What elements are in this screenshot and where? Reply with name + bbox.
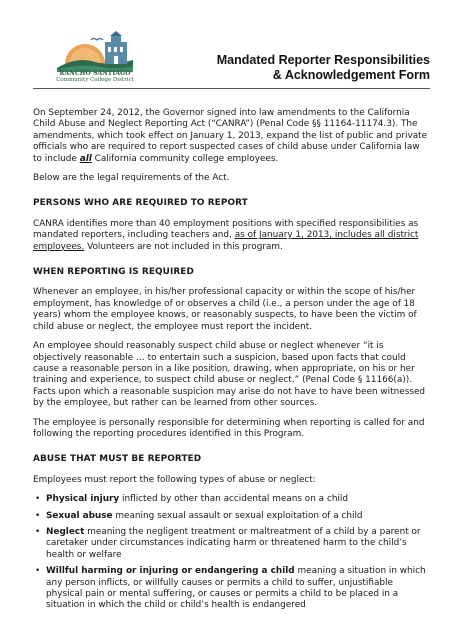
intro-note: Below are the legal requirements of the Act. [33, 173, 230, 184]
abuse-description: meaning a situation in which any person inflicts, or willfully causes or permits a child to suffer, unjustifiable physical pain or mental suffering, or causes or permits a child to be placed in a situation in which the child or child’s health is endangered [46, 566, 426, 611]
list-item [33, 566, 430, 612]
section-heading-when: WHEN REPORTING IS REQUIRED [33, 267, 194, 278]
persons-paragraph [33, 219, 430, 253]
when-paragraph-1: Whenever an employee, in his/her professional capacity or within the scope of his/her employment, has knowledge of or observes a child (i.e., a person under the age of 18 years) whom the employee knows, or reasonably suspects, to have been the victim of child abuse or neglect, the employee must report the incident. [33, 287, 417, 332]
when-paragraph-2: An employee should reasonably suspect child abuse or neglect whenever “it is objectively reasonable … to entertain such a suspicion, based upon facts that could cause a reasonable person in a like position, drawing, when appropriate, on his or her training and experience, to suspect child abuse or neglect.” (Penal Code § 11166(a)). Facts upon which a reasonable suspicion may arise do not have to have been witnessed by the employee, but rather can be learned from other sources. [33, 341, 426, 409]
abuse-term: Neglect [46, 526, 85, 537]
title-line-1: Mandated Reporter Responsibilities [216, 53, 430, 67]
document-body [33, 108, 430, 617]
bullet-icon: • [35, 510, 41, 521]
list-item [33, 527, 430, 561]
persons-text-end: Volunteers are not included in this program. [84, 241, 283, 252]
abuse-term: Sexual abuse [46, 510, 113, 521]
section-heading-abuse: ABUSE THAT MUST BE REPORTED [33, 454, 202, 465]
intro-text: On September 24, 2012, the Governor signed into law amendments to the California Child Abuse and Neglect Reporting Act (“CANRA”) (Penal Code §§ 11164-11174.3). The amendments, which took effect on January 1, 2013, expand the list of public and private officials who are required to report suspected cases of child abuse under California law to include [33, 108, 428, 164]
list-item [33, 511, 430, 522]
section-heading-persons: PERSONS WHO ARE REQUIRED TO REPORT [33, 198, 248, 209]
intro-emphasis: all [79, 153, 92, 164]
abuse-intro: Employees must report the following types of abuse or neglect: [33, 474, 316, 485]
abuse-term: Willful harming or injuring or endangering a child [46, 566, 295, 577]
abuse-description: inflicted by other than accidental means on a child [119, 494, 349, 505]
intro-text-end: California community college employees. [91, 153, 279, 164]
title-line-2: & Acknowledgement Form [272, 68, 430, 82]
list-item [33, 494, 430, 505]
bullet-icon: • [35, 494, 41, 505]
bullet-icon: • [35, 566, 41, 577]
intro-paragraph [33, 108, 430, 165]
header-divider [33, 88, 430, 89]
abuse-description: meaning sexual assault or sexual exploitation of a child [112, 510, 363, 521]
abuse-description: meaning the negligent treatment or maltreatment of a child by a parent or caretaker under circumstances indicating harm or threatened harm to the child’s health or welfare [46, 526, 421, 560]
logo-emblem-icon [55, 30, 135, 72]
bullet-icon: • [35, 526, 41, 537]
when-paragraph-3: The employee is personally responsible for determining when reporting is called for and following the reporting procedures identified in this Program. [33, 417, 425, 439]
logo-name: RANCHO SANTIAGO [59, 70, 131, 77]
abuse-term: Physical injury [46, 494, 120, 505]
logo-subtitle: Community College District [56, 77, 134, 83]
persons-text: CANRA identifies more than 40 employment positions with specified responsibilities as mandated reporters, including teachers and, [33, 218, 419, 241]
abuse-list [33, 494, 430, 612]
persons-underlined-text: as of January 1, 2013, includes all district employees. [33, 230, 419, 252]
district-logo [55, 30, 135, 85]
page-title [217, 53, 430, 83]
